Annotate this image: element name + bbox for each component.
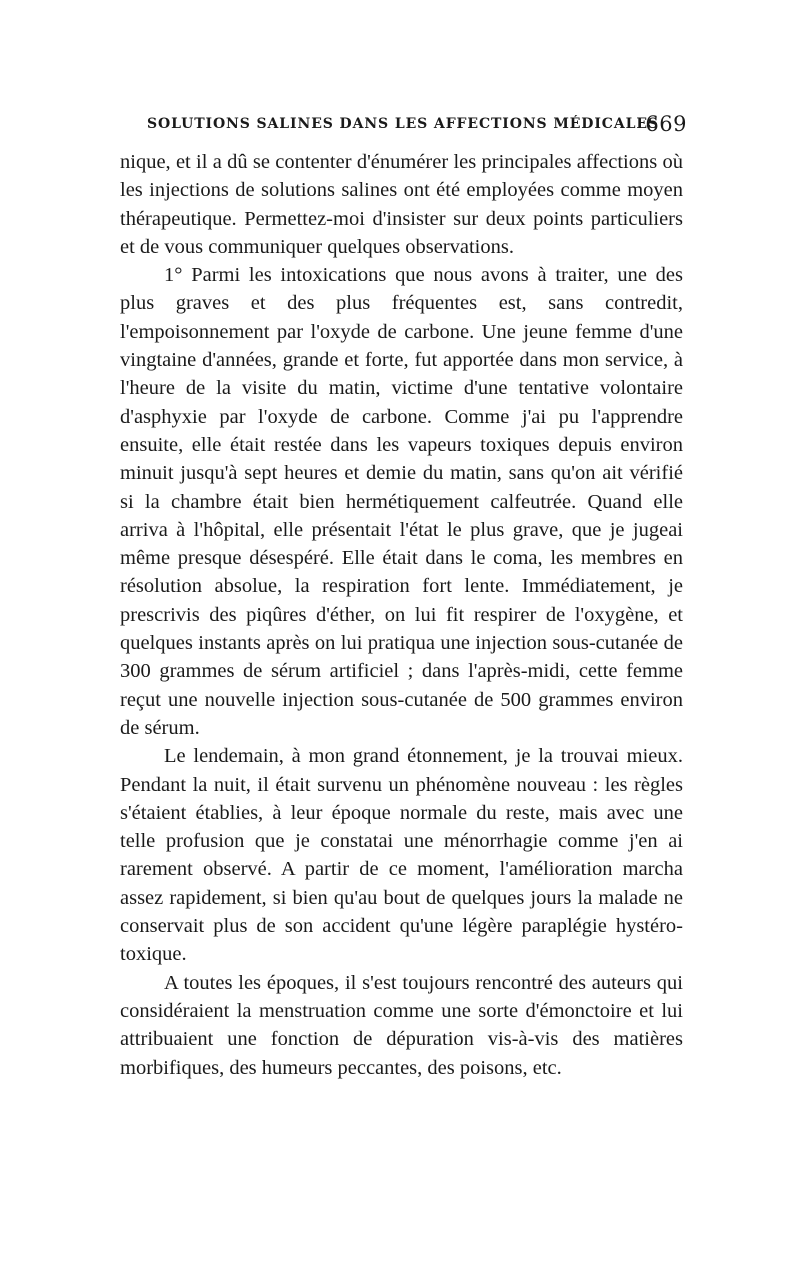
running-head bbox=[147, 112, 687, 142]
page-number: 669 bbox=[645, 112, 687, 136]
paragraph-menstruation: A toutes les époques, il s'est toujours rencontré des auteurs qui considéraient la menstruation comme une sorte d'émonctoire et lui attribuaient une fonction de dépuration vis-à-vis des matières morbifiques, des humeurs peccantes, des poisons, etc. bbox=[120, 971, 683, 1079]
body-text bbox=[120, 148, 683, 1082]
paragraph-continuation: nique, et il a dû se contenter d'énumérer les principales affections où les injections de solutions salines ont été employées comme moyen thérapeutique. Permettez-moi d'insister sur deux points particuliers et de vous communiquer quelques observations. bbox=[120, 151, 683, 258]
paragraph-next-day: Le lendemain, à mon grand étonnement, je la trouvai mieux. Pendant la nuit, il était survenu un phénomène nouveau : les règles s'étaient établies, à leur époque normale du reste, mais avec une telle profusion que je constatai une ménorrhagie comme j'en ai rarement observé. A partir de ce moment, l'amélioration marcha assez rapidement, si bien qu'au bout de quelques jours la malade ne conservait plus de son accident qu'une légère paraplégie hystéro-toxique. bbox=[120, 745, 683, 966]
paragraph-carbon-monoxide: 1° Parmi les intoxications que nous avons à traiter, une des plus graves et des plus fréquentes est, sans contredit, l'empoisonnement par l'oxyde de carbone. Une jeune femme d'une vingtaine d'années, grande et forte, fut apportée dans mon service, à l'heure de la visite du matin, victime d'une tentative volontaire d'asphyxie par l'oxyde de carbone. Comme j'ai pu l'apprendre ensuite, elle était restée dans les vapeurs toxiques depuis environ minuit jusqu'à sept heures et demie du matin, sans qu'on ait vérifié si la chambre était bien hermétiquement calfeutrée. Quand elle arriva à l'hôpital, elle présentait l'état le plus grave, que je jugeai même presque désespéré. Elle était dans le coma, les membres en résolution absolue, la respiration fort lente. Immédiatement, je prescrivis des piqûres d'éther, on lui fit respirer de l'oxygène, et quelques instants après on lui pratiqua une injection sous-cutanée de 300 grammes de sérum artificiel ; dans l'après-midi, cette femme reçut une nouvelle injection sous-cutanée de 500 grammes environ de sérum. bbox=[120, 264, 683, 739]
running-title: SOLUTIONS SALINES DANS LES AFFECTIONS MÉDICALES bbox=[147, 116, 659, 132]
